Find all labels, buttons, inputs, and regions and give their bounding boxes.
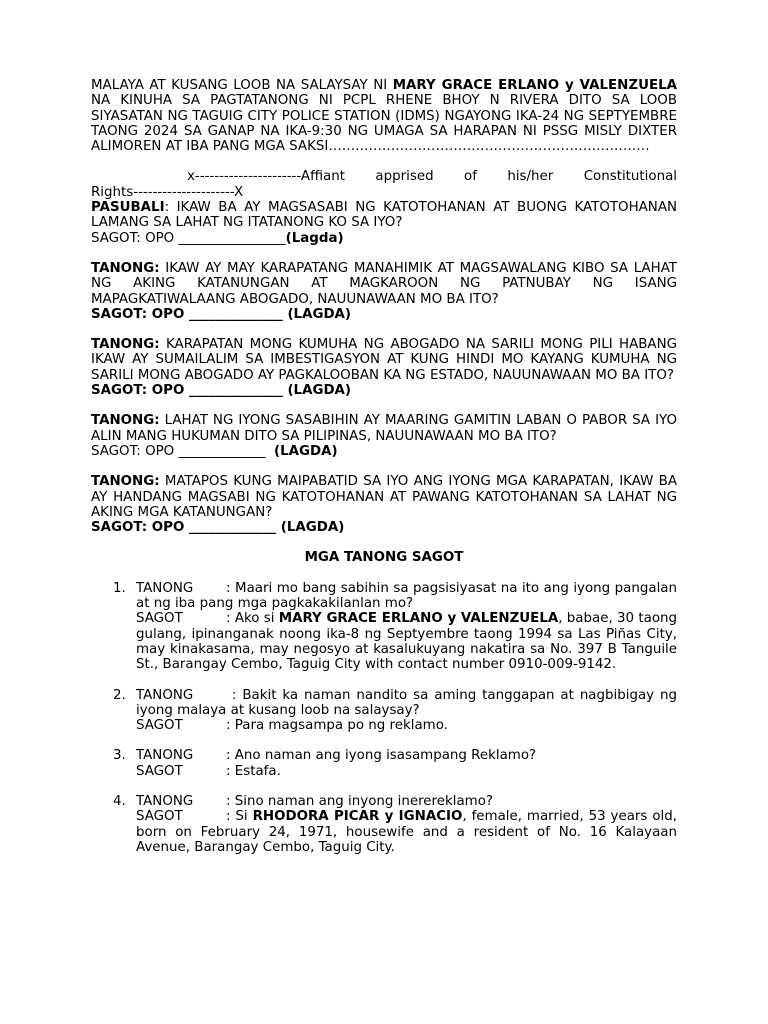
pasubali-answer-text: SAGOT: OPO ________________ bbox=[91, 230, 286, 246]
rights-answer-3 bbox=[91, 444, 677, 459]
pasubali-answer bbox=[91, 231, 677, 246]
answer-text-rest: , female, married, 53 years old, born on February 24, 1971, housewife and a resident of No. 16 Kalayaan Avenue, Barangay Cembo, Taguig City. bbox=[136, 809, 677, 855]
item-number: 1. bbox=[113, 580, 126, 596]
tanong-text: IKAW AY MAY KARAPATANG MANAHIMIK AT MAGSAWALANG KIBO SA LAHAT NG AKING KATANUNGAN AT MAGKAROON NG PATNUBAY NG ISANG MAPAGKATIWALAANG ABOGADO, NAUUNAWAAN MO BA ITO? bbox=[91, 260, 677, 307]
lagda-label: (LAGDA) bbox=[274, 443, 338, 459]
tanong-text: KARAPATAN MONG KUMUHA NG ABOGADO NA SARILI MONG PILI HABANG IKAW AY SUMAILALIM SA IMBESTIGASYON AT KUNG HINDI MO KAYANG KUMUHA NG SARILI MONG ABOGADO AY PAGKALOOBAN KA NG ESTADO, NAUUNAWAAN MO BA ITO? bbox=[91, 337, 677, 383]
affiant-name: MARY GRACE ERLANO y VALENZUELA bbox=[392, 78, 677, 93]
answer bbox=[136, 718, 677, 733]
document-body bbox=[91, 78, 677, 870]
answer-text: : Para magsampa po ng reklamo. bbox=[226, 718, 448, 734]
answer-text: : Estafa. bbox=[226, 763, 281, 779]
pasubali-paragraph bbox=[91, 200, 677, 231]
qa-item bbox=[91, 688, 677, 734]
question bbox=[136, 794, 677, 809]
question-label: TANONG bbox=[136, 580, 194, 596]
answer-text: : Si bbox=[226, 809, 253, 825]
answer bbox=[136, 611, 677, 672]
tanong-text: LAHAT NG IYONG SASABIHIN AY MAARING GAMITIN LABAN O PABOR SA IYO ALIN MANG HUKUMAN DITO SA PILIPINAS, NAUUNAWAAN MO BA ITO? bbox=[91, 413, 677, 444]
question-label: TANONG bbox=[136, 687, 194, 703]
rights-question-2 bbox=[91, 337, 677, 383]
intro-text-2: NA KINUHA SA PAGTATANONG NI PCPL RHENE BHOY N RIVERA DITO SA LOOB SIYASATAN NG TAGUIG CITY POLICE STATION (IDMS) NGAYONG IKA-24 NG SEPTYEMBRE TAONG 2024 SA GANAP NA IKA-9:30 NG UMAGA SA HARAPAN NI PSSG MISLY DIXTER ALIMOREN AT IBA PANG MGA SAKSI……………………………………………………………… bbox=[91, 93, 677, 155]
sagot-text: SAGOT: OPO _____________ bbox=[91, 443, 266, 459]
rights-answer-2: SAGOT: OPO ______________ (LAGDA) bbox=[91, 383, 352, 399]
pasubali-lagda: (Lagda) bbox=[285, 230, 344, 246]
tanong-label: TANONG: bbox=[91, 337, 160, 353]
question-label: TANONG bbox=[136, 748, 194, 764]
rights-question-1 bbox=[91, 261, 677, 307]
answer-label: SAGOT bbox=[136, 611, 183, 627]
rights-line-1: x----------------------Affiant apprised of his/her Constitutional bbox=[187, 169, 677, 185]
question bbox=[136, 688, 677, 719]
answer bbox=[136, 764, 677, 779]
section-heading: MGA TANONG SAGOT bbox=[304, 550, 464, 566]
answer-label: SAGOT bbox=[136, 718, 183, 734]
tanong-label: TANONG: bbox=[91, 474, 160, 490]
tanong-label: TANONG: bbox=[91, 260, 160, 276]
question bbox=[136, 748, 677, 763]
question-text: : Maari mo bang sabihin sa pagsisiyasat na ito ang iyong pangalan at ng iba pang mga pagkakakilanlan mo? bbox=[136, 580, 677, 612]
rights-answer-1: SAGOT: OPO ______________ (LAGDA) bbox=[91, 306, 352, 322]
tanong-text: MATAPOS KUNG MAIPABATID SA IYO ANG IYONG MGA KARAPATAN, IKAW BA AY HANDANG MAGSABI NG KATOTOHANAN AT PAWANG KATOTOHANAN SA LAHAT NG AKING MGA KATANUNGAN? bbox=[91, 474, 677, 520]
question-text: : Ano naman ang iyong isasampang Reklamo? bbox=[226, 748, 537, 764]
question-text: : Sino naman ang inyong inerereklamo? bbox=[226, 793, 493, 809]
question-label: TANONG bbox=[136, 793, 194, 809]
qa-item bbox=[91, 581, 677, 673]
item-number: 3. bbox=[113, 748, 126, 764]
answer bbox=[136, 809, 677, 855]
answer-label: SAGOT bbox=[136, 809, 183, 825]
rights-question-4 bbox=[91, 474, 677, 520]
answer-label: SAGOT bbox=[136, 763, 183, 779]
item-number: 4. bbox=[113, 793, 126, 809]
rights-line-2: Rights---------------------X bbox=[91, 184, 244, 200]
qa-list bbox=[91, 581, 677, 855]
rights-answer-4: SAGOT: OPO _____________ (LAGDA) bbox=[91, 520, 345, 536]
answer-text: : Ako si bbox=[226, 611, 279, 627]
qa-item bbox=[91, 748, 677, 779]
question bbox=[136, 581, 677, 612]
intro-paragraph bbox=[91, 78, 677, 154]
pasubali-label: PASUBALI bbox=[91, 200, 165, 216]
item-number: 2. bbox=[113, 687, 126, 703]
answer-text-rest: , babae, 30 taong gulang, ipinanganak noong ika-8 ng Septyembre taong 1994 sa Las Piñas City, may kinakasama, may negosyo at kasalukuyang nakatira sa No. 397 B Tanguile St., Barangay Cembo, Taguig City with contact number 0910-009-9142. bbox=[136, 611, 677, 673]
question-text: : Bakit ka naman nandito sa aming tanggapan at nagbibigay ng iyong malaya at kusang loob na salaysay? bbox=[136, 687, 677, 718]
tanong-label: TANONG: bbox=[91, 413, 160, 429]
answer-name: RHODORA PICAR y IGNACIO bbox=[252, 809, 463, 825]
pasubali-text: : IKAW BA AY MAGSASABI NG KATOTOHANAN AT BUONG KATOTOHANAN LAMANG SA LAHAT NG ITATANONG KO SA IYO? bbox=[91, 200, 677, 231]
rights-question-3 bbox=[91, 413, 677, 444]
answer-name: MARY GRACE ERLANO y VALENZUELA bbox=[278, 611, 559, 627]
qa-item bbox=[91, 794, 677, 855]
intro-text-1: MALAYA AT KUSANG LOOB NA SALAYSAY NI bbox=[91, 78, 393, 93]
